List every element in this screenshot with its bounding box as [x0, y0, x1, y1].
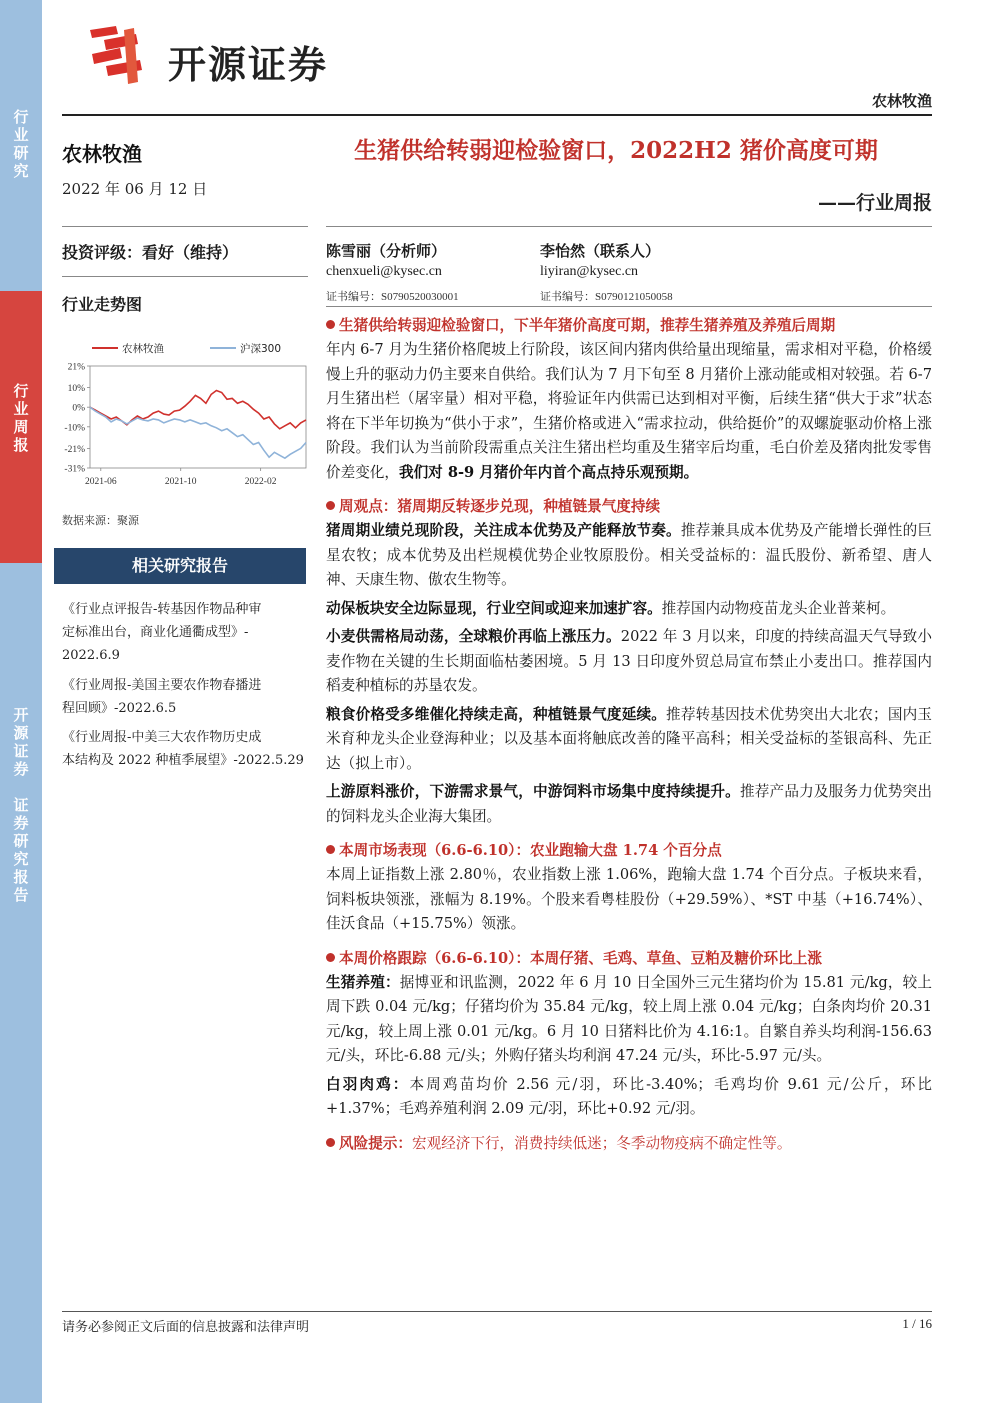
industry-trend-chart — [62, 336, 308, 500]
brand-name: 开源证券 — [168, 43, 329, 87]
bullet-icon — [326, 320, 335, 329]
bullet-icon — [326, 845, 335, 854]
paragraph: 粮食价格受多维催化持续走高，种植链景气度延续。推荐转基因技术优势突出大北农；国内玉米育种龙头企业登海种业；以及基本面将触底改善的隆平高科；相关受益标的荃银高科、先正达（拟上市）。 — [326, 705, 932, 772]
related-report-item[interactable] — [62, 726, 308, 772]
y-tick-label: -10% — [64, 423, 85, 434]
bottom-char — [0, 778, 42, 796]
bottom-char: 研 — [13, 832, 29, 850]
bullet-icon — [326, 501, 335, 510]
side-label-middle — [0, 382, 42, 454]
section-heading: 本周价格跟踪（6.6-6.10）：本周仔猪、毛鸡、草鱼、豆粕及糖价环比上涨 — [326, 947, 932, 970]
risk-warning: 风险提示：宏观经济下行，消费持续低迷；冬季动物疫病不确定性等。 — [326, 1132, 932, 1157]
bullet-icon — [326, 1138, 335, 1147]
paragraph: 上游原料涨价，下游需求景气，中游饲料市场集中度持续提升。推荐产品力及服务力优势突出的饲料龙头企业海大集团。 — [326, 783, 932, 825]
author-cert: 证书编号：S0790520030001 — [326, 291, 459, 303]
middle-char: 行 — [13, 382, 29, 400]
y-tick-label: 0% — [72, 403, 85, 414]
side-label-top — [0, 108, 42, 180]
y-tick-label: -31% — [64, 464, 85, 475]
middle-char: 周 — [13, 418, 29, 436]
header-sector-tag: 农林牧渔 — [871, 92, 932, 110]
chart-source: 数据来源：聚源 — [62, 514, 139, 527]
related-report-line: 程回顾》-2022.6.5 — [62, 701, 177, 716]
bottom-char: 证 — [13, 796, 29, 814]
author-name: 陈雪丽（分析师） — [326, 242, 447, 260]
top-char: 究 — [13, 162, 29, 180]
bottom-char: 究 — [13, 850, 29, 868]
author-email[interactable]: chenxueli@kysec.cn — [326, 264, 442, 279]
header-divider — [62, 114, 932, 116]
bottom-char: 报 — [13, 868, 29, 886]
author-email[interactable]: liyiran@kysec.cn — [540, 264, 639, 279]
related-report-item[interactable] — [62, 674, 308, 720]
section-heading: 生猪供给转弱迎检验窗口，下半年猪价高度可期，推荐生猪养殖及养殖后周期 — [326, 314, 932, 337]
x-tick-label: 2021-06 — [84, 477, 117, 487]
y-tick-label: 10% — [67, 384, 85, 395]
middle-char: 业 — [13, 400, 29, 418]
paragraph: 猪周期业绩兑现阶段，关注成本优势及产能释放节奏。推荐兼具成本优势及产能增长弹性的巨星农牧；成本优势及出栏规模优势企业牧原股份。相关受益标的：温氏股份、新希望、唐人神、天康生物、傲农生物等。 — [326, 522, 932, 588]
divider — [62, 276, 308, 277]
chart-svg — [62, 336, 308, 496]
paragraph: 本周上证指数上涨 2.80％，农业指数上涨 1.06%，跑输大盘 1.74 个百分点。子板块来看，饲料板块领涨，涨幅为 8.19%。个股来看粤桂股份（+29.59%）、*ST 中基（+16.74%）、佳沃食品（+15.75%）领涨。 — [326, 866, 932, 932]
report-subtitle: ——行业周报 — [817, 192, 932, 214]
report-title: 生猪供给转弱迎检验窗口，2022H2 猪价高度可期 — [354, 137, 878, 164]
related-reports-header: 相关研究报告 — [54, 548, 306, 584]
related-report-line: 《行业点评报告-转基因作物品种审 — [62, 602, 262, 617]
investment-rating: 投资评级：看好（维持） — [62, 243, 239, 262]
section-heading: 本周市场表现（6.6-6.10）：农业跑输大盘 1.74 个百分点 — [326, 839, 932, 862]
related-report-line: 《行业周报-美国主要农作物春播进 — [62, 678, 262, 693]
legend-label: 沪深300 — [240, 343, 282, 355]
x-tick-label: 2022-02 — [244, 477, 277, 487]
side-band — [0, 0, 42, 1403]
report-date: 2022 年 06 月 12 日 — [62, 180, 208, 198]
divider — [326, 306, 932, 307]
divider — [62, 226, 308, 227]
bullet-icon — [326, 953, 335, 962]
related-report-line: 定标准出台，商业化通衢成型》- — [62, 625, 249, 640]
related-report-line: 《行业周报-中美三大农作物历史成 — [62, 730, 262, 745]
author-cert: 证书编号：S0790121050058 — [540, 291, 673, 303]
bottom-char: 券 — [13, 814, 29, 832]
top-char: 研 — [13, 144, 29, 162]
bottom-char: 券 — [13, 760, 29, 778]
brand-logo-icon — [86, 26, 162, 92]
divider — [326, 226, 932, 227]
paragraph: 年内 6-7 月为生猪价格爬坡上行阶段，该区间内猪肉供给量出现缩量，需求相对平稳，价格缓慢上升的驱动力仍主要来自供给。我们认为 7 月下旬至 8 月猪价上涨动能或相对较强。若 6-7 月生猪出栏（屠宰量）相对平稳，将验证年内供需已达到相对平衡，后续生猪“供大于求”状态将在下半年切换为“供小于求”，生猪价格或进入“需求拉动，供给挺价”的双螺旋驱动价格上涨阶段。我们认为当前阶段需重点关注生猪出栏均重及生猪宰后均重，毛白价差及猪肉批发零售价差变化，我们对 8-9 月猪价年内首个高点持乐观预期。 — [326, 341, 932, 481]
trend-chart-title: 行业走势图 — [62, 295, 143, 314]
related-report-line: 本结构及 2022 种植季展望》-2022.5.29 — [62, 753, 304, 768]
footer-divider — [62, 1311, 932, 1312]
y-tick-label: 21% — [67, 362, 85, 373]
side-label-bottom — [0, 706, 42, 904]
bottom-char: 告 — [13, 886, 29, 904]
x-tick-label: 2021-10 — [164, 477, 197, 487]
bottom-char: 证 — [13, 742, 29, 760]
top-char: 业 — [13, 126, 29, 144]
paragraph: 白羽肉鸡：本周鸡苗均价 2.56 元/羽，环比-3.40%；毛鸡均价 9.61 元/公斤，环比+1.37%；毛鸡养殖利润 2.09 元/羽，环比+0.92 元/羽。 — [326, 1075, 932, 1117]
related-report-line: 2022.6.9 — [62, 648, 120, 663]
page-number: 1 / 16 — [902, 1316, 932, 1331]
paragraph: 生猪养殖：据博亚和讯监测，2022 年 6 月 10 日全国外三元生猪均价为 15.81 元/kg，较上周下跌 0.04 元/kg；仔猪均价为 35.84 元/kg，较上周上涨 0.04 元/kg；白条肉均价 20.31 元/kg，较上周上涨 0.01 元/kg。6 月 10 日猪料比价为 4.16:1。自繁自养头均利润-156.63 元/头，环比-6.88 元/头；外购仔猪头均利润 47.24 元/头，环比-5.97 元/头。 — [326, 973, 932, 1064]
middle-char: 报 — [13, 436, 29, 454]
related-report-item[interactable] — [62, 598, 308, 667]
bottom-char: 开 — [13, 706, 29, 724]
y-tick-label: -21% — [64, 444, 85, 455]
legend-label: 农林牧渔 — [122, 343, 164, 355]
bottom-char: 源 — [13, 724, 29, 742]
footer-disclaimer: 请务必参阅正文后面的信息披露和法律声明 — [62, 1320, 310, 1335]
paragraph: 动保板块安全边际显现，行业空间或迎来加速扩容。推荐国内动物疫苗龙头企业普莱柯。 — [326, 599, 896, 617]
series-line-1 — [90, 407, 306, 458]
paragraph: 小麦供需格局动荡，全球粮价再临上涨压力。2022 年 3 月以来，印度的持续高温天气导致小麦作物在关键的生长期面临枯萎困境。5 月 13 日印度外贸总局宣布禁止小麦出口。推荐国内稻麦种植标的苏垦农发。 — [326, 628, 932, 694]
report-body — [326, 314, 932, 1160]
top-char: 行 — [13, 108, 29, 126]
section-heading: 周观点：猪周期反转逐步兑现，种植链景气度持续 — [326, 495, 932, 518]
sector-label: 农林牧渔 — [62, 142, 142, 166]
author-name: 李怡然（联系人） — [540, 242, 661, 260]
